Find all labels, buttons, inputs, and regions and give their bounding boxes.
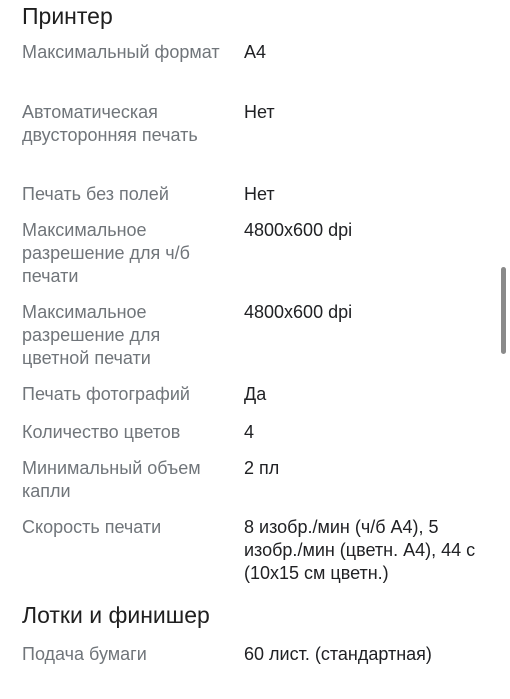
spec-label: Автоматическая двусторонняя печать — [22, 102, 198, 145]
spec-label: Печать без полей — [22, 184, 169, 204]
section-title-trays: Лотки и финишер — [22, 602, 210, 628]
spec-value: 4 — [244, 422, 255, 442]
spec-label: Минимальный объем капли — [22, 458, 201, 501]
section-title-printer: Принтер — [22, 3, 113, 29]
spec-label: Максимальное разрешение для ч/б печати — [22, 220, 190, 286]
scrollbar-thumb[interactable] — [501, 267, 506, 354]
spec-label: Максимальное разрешение для цветной печати — [22, 302, 161, 368]
spec-value: Да — [244, 384, 267, 404]
spec-value: 4800x600 dpi — [244, 220, 353, 240]
spec-label: Скорость печати — [22, 517, 162, 537]
spec-value: 4800x600 dpi — [244, 302, 353, 322]
spec-value: 60 лист. (стандартная) — [244, 644, 432, 664]
spec-label: Печать фотографий — [22, 384, 190, 404]
spec-label: Подача бумаги — [22, 644, 147, 664]
spec-value: 2 пл — [244, 458, 280, 478]
spec-label: Количество цветов — [22, 422, 181, 442]
spec-value: Нет — [244, 184, 275, 204]
spec-value: 8 изобр./мин (ч/б A4), 5 изобр./мин (цветн. A4), 44 с (10x15 см цветн.) — [244, 517, 476, 583]
spec-label: Максимальный формат — [22, 42, 220, 62]
spec-value: A4 — [244, 42, 267, 62]
spec-value: Нет — [244, 102, 275, 122]
